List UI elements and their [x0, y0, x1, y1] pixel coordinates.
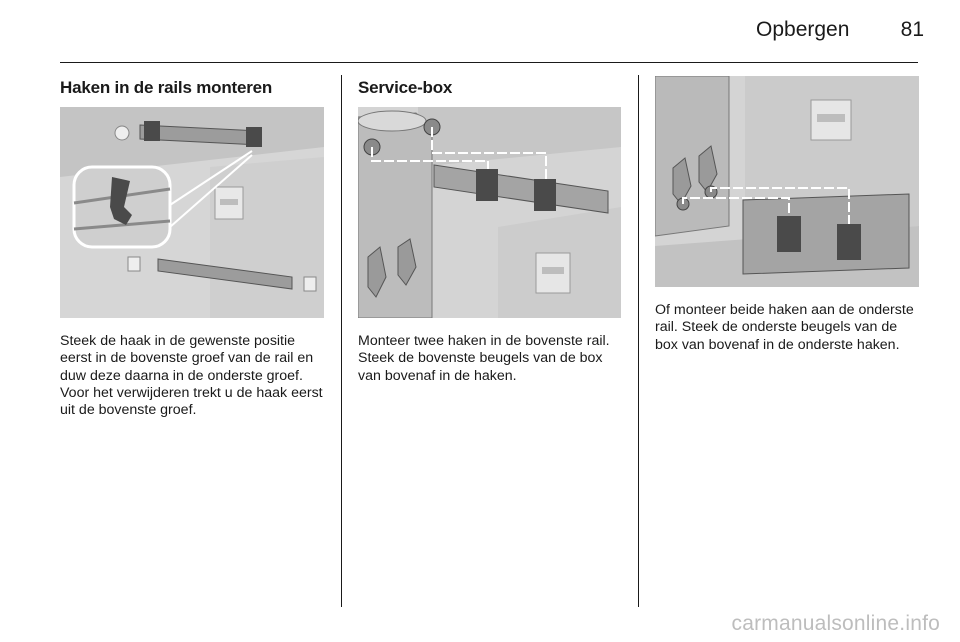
header-divider — [60, 62, 918, 63]
figure-service-box-top-rail — [358, 107, 621, 318]
column-1-heading: Haken in de rails monteren — [60, 78, 273, 97]
column-2-heading: Service-box — [358, 78, 453, 97]
figure-service-box-bottom-rail — [655, 76, 919, 287]
watermark-text: carmanualsonline.info — [731, 612, 940, 635]
figure-hook-in-rail — [60, 107, 324, 318]
column-divider-2 — [638, 75, 639, 607]
page-number: 81 — [900, 18, 924, 41]
column-3-paragraph: Of monteer beide haken aan de onderste rail. Steek de onderste beugels van de box van bovenaf in de onderste haken. — [655, 302, 914, 353]
section-title: Opbergen — [756, 18, 850, 41]
column-1-paragraph: Steek de haak in de gewenste positie eerst in de bovenste groef van de rail en duw deze daarna in de onderste groef. Voor het verwijderen trekt u de haak eerst uit de bovenste groef. — [60, 333, 323, 419]
column-divider-1 — [341, 75, 342, 607]
column-2-paragraph: Monteer twee haken in de bovenste rail. Steek de bovenste beugels van de box van bovenaf in de haken. — [358, 333, 610, 384]
